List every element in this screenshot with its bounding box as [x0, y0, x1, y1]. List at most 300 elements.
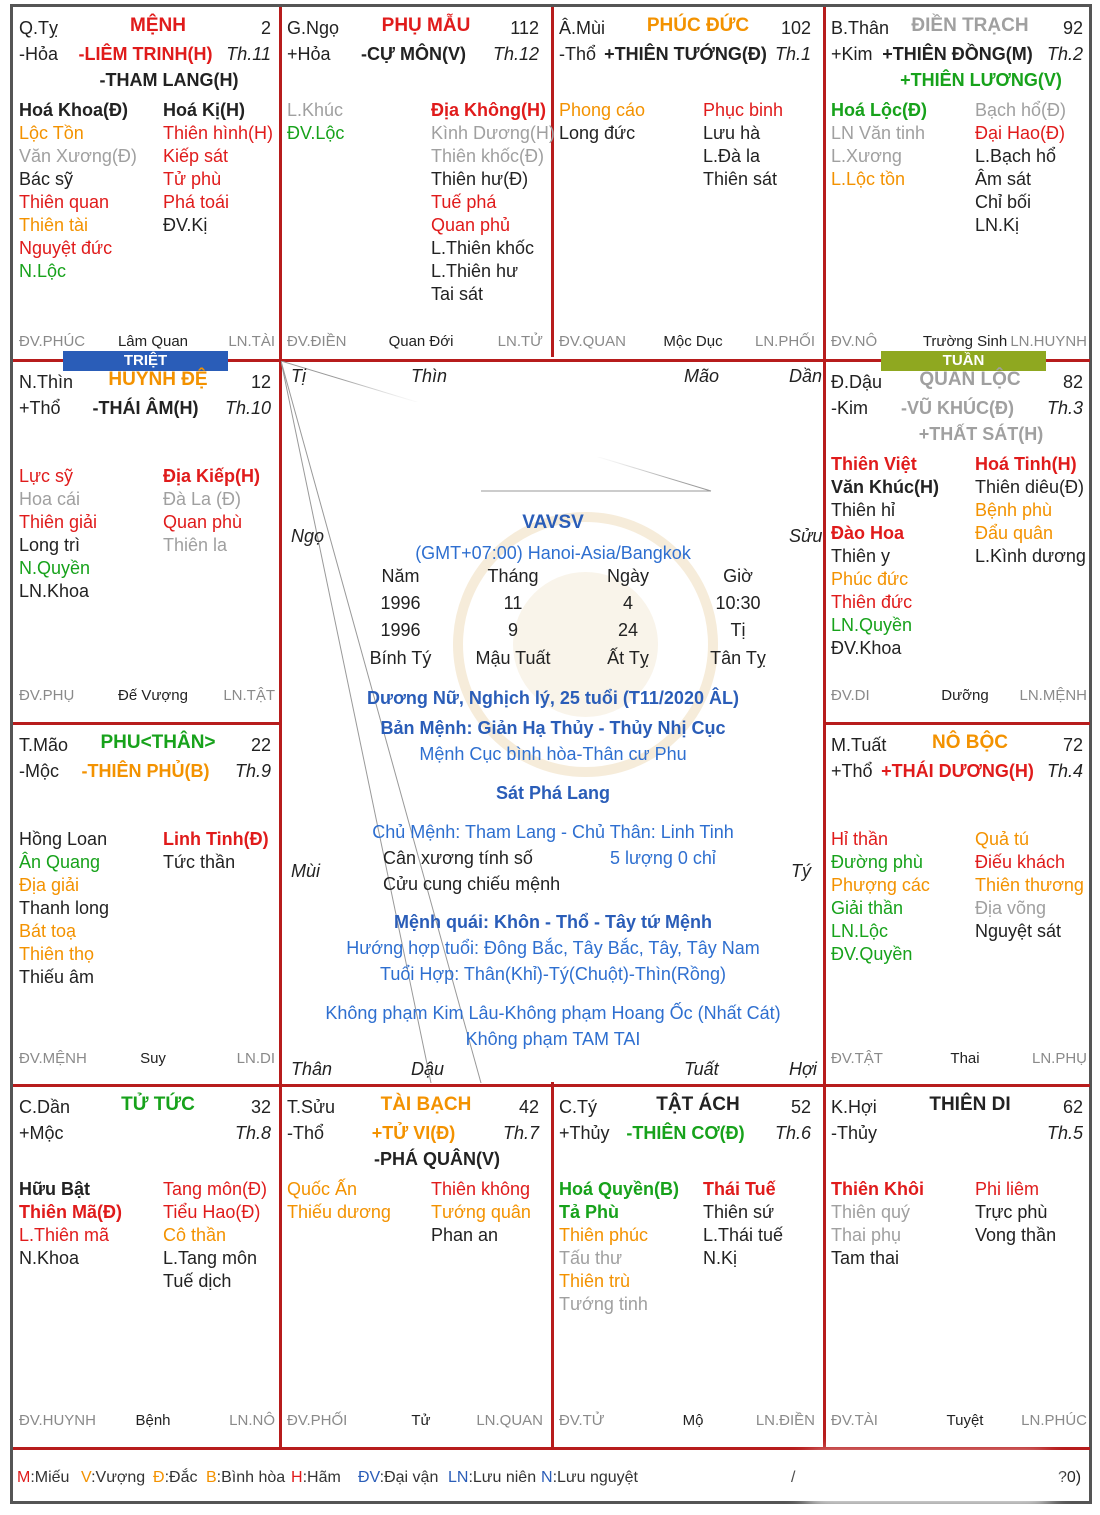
minor-star: ĐV.Quyền — [831, 944, 913, 964]
palace-name: MỆNH — [130, 15, 186, 36]
corner-than: Thân — [291, 1059, 333, 1079]
legend-key: LN — [448, 1469, 469, 1486]
minor-star: L.Tang môn — [163, 1248, 258, 1268]
legend-year: ?0) — [1058, 1469, 1082, 1486]
palace-dai-van: ĐV.DI — [831, 687, 870, 704]
minor-star: Phong cáo — [559, 100, 646, 120]
hdr-thang: Tháng — [487, 566, 539, 586]
palace-dai-van: ĐV.NÔ — [831, 333, 878, 350]
palace-name: PHỤ MẪU — [381, 15, 471, 36]
minor-star: Bệnh phù — [975, 500, 1053, 520]
palace-age: 2 — [260, 18, 271, 38]
main-star: +THIÊN TƯỚNG(Đ) — [604, 44, 767, 64]
minor-star: Tai sát — [431, 284, 484, 304]
palace-quanloc[interactable] — [825, 361, 1091, 713]
legend-value: :Lưu nguyệt — [552, 1469, 638, 1486]
minor-star: Thiên hư(Đ) — [431, 169, 529, 189]
palace-dai-van: ĐV.TỬ — [559, 1412, 605, 1429]
minor-star: LN.Khoa — [19, 581, 90, 601]
timezone: (GMT+07:00) Hanoi-Asia/Bangkok — [415, 543, 691, 563]
solar-day: 4 — [622, 593, 633, 613]
main-star: -PHÁ QUÂN(V) — [374, 1149, 500, 1169]
minor-star: Thiên diêu(Đ) — [975, 477, 1085, 497]
minor-star: Thiên khốc(Đ) — [431, 146, 545, 166]
palace-phucduc[interactable] — [553, 7, 819, 359]
hdr-ngay: Ngày — [606, 566, 650, 586]
minor-star: Tang môn(Đ) — [163, 1179, 268, 1199]
minor-star: Địa Kiếp(H) — [163, 466, 261, 486]
palace-age: 12 — [250, 372, 271, 392]
minor-star: Quan phù — [163, 512, 243, 532]
minor-star: Tả Phù — [559, 1202, 620, 1222]
legend-key: H — [291, 1469, 303, 1486]
palace-name: TỬ TỨC — [121, 1094, 195, 1115]
palace-dai-van: ĐV.HUYNH — [19, 1412, 96, 1429]
palace-name: QUAN LỘC — [919, 369, 1021, 390]
corner-ngo: Ngọ — [291, 526, 325, 546]
palace-month: Th.10 — [224, 398, 271, 418]
corner-thin: Thìn — [411, 366, 448, 386]
palace-stage: Suy — [140, 1050, 166, 1067]
palace-element: -Thổ — [559, 44, 597, 64]
minor-star: Quả tú — [975, 829, 1030, 849]
palace-tatach[interactable] — [553, 1086, 819, 1438]
palace-branch: Đ.Dậu — [831, 372, 883, 392]
minor-star: Chỉ bối — [975, 192, 1032, 212]
minor-star: Phi liêm — [975, 1179, 1040, 1199]
palace-luu-nien: LN.ĐIỀN — [755, 1412, 815, 1429]
palace-stage: Trường Sinh — [922, 333, 1008, 350]
solar-hour: 10:30 — [715, 593, 761, 613]
palace-taibach[interactable] — [281, 1086, 547, 1438]
minor-star: ĐV.Kị — [163, 215, 208, 235]
minor-star: Thiên đức — [831, 592, 913, 612]
summary-line-12: Không phạm TAM TAI — [465, 1029, 641, 1049]
minor-star: L.Đà la — [703, 146, 761, 166]
main-star: +THIÊN LƯƠNG(V) — [900, 70, 1062, 90]
person-name: VAVSV — [522, 512, 584, 533]
minor-star: Hoá Khoa(Đ) — [19, 100, 128, 120]
palace-month: Th.11 — [226, 44, 271, 64]
palace-age: 82 — [1062, 372, 1083, 392]
palace-stage: Mộc Dục — [663, 333, 723, 350]
palace-age: 102 — [780, 18, 811, 38]
legend-value: :Miếu — [30, 1469, 70, 1486]
palace-name: HUYNH ĐỆ — [108, 369, 208, 390]
minor-star: Ân Quang — [19, 852, 101, 872]
legend-item — [358, 1467, 438, 1489]
palace-stage: Dưỡng — [941, 687, 989, 704]
minor-star: Thiên quý — [831, 1202, 911, 1222]
legend-key: B — [206, 1469, 217, 1486]
summary-line-10: Tuổi Hợp: Thân(Khỉ)-Tý(Chuột)-Thìn(Rồng) — [380, 964, 726, 984]
palace-dai-van: ĐV.PHỤ — [19, 687, 75, 704]
minor-star: Bạch hổ(Đ) — [975, 100, 1067, 120]
minor-star: Long đức — [559, 123, 636, 143]
minor-star: Đẩu quân — [975, 523, 1054, 543]
minor-star: Lực sỹ — [19, 466, 74, 486]
canchi-day: Ất Tỵ — [607, 648, 649, 668]
palace-branch: C.Dần — [19, 1097, 71, 1117]
minor-star: Thiên không — [431, 1179, 531, 1199]
main-star: -THIÊN CƠ(Đ) — [626, 1123, 745, 1143]
minor-star: Thiên thương — [975, 875, 1084, 895]
minor-star: Tử phù — [163, 169, 222, 189]
palace-element: +Kim — [831, 44, 873, 64]
minor-star: Địa giải — [19, 875, 80, 895]
minor-star: Phục binh — [703, 100, 784, 120]
minor-star: Tướng quân — [431, 1202, 531, 1222]
minor-star: Hoá Tinh(H) — [975, 454, 1077, 474]
legend-item — [153, 1467, 197, 1489]
palace-age: 42 — [518, 1097, 539, 1117]
palace-luu-nien: LN.NÔ — [229, 1412, 275, 1429]
main-star: +THIÊN ĐỒNG(M) — [882, 44, 1033, 64]
lunar-day: 24 — [617, 620, 639, 640]
legend-value: :Đại vận — [379, 1469, 439, 1486]
minor-star: L.Thiên mã — [19, 1225, 110, 1245]
palace-branch: K.Hợi — [831, 1097, 877, 1117]
main-star: +TỬ VI(Đ) — [371, 1123, 456, 1143]
palace-branch: Q.Tỵ — [19, 18, 58, 38]
palace-month: Th.8 — [234, 1123, 271, 1143]
legend-item — [206, 1467, 285, 1489]
main-star: +THÁI DƯƠNG(H) — [881, 761, 1034, 781]
minor-star: Hoa cái — [19, 489, 81, 509]
palace-age: 52 — [790, 1097, 811, 1117]
minor-star: Thiên phúc — [559, 1225, 649, 1245]
palace-month: Th.7 — [502, 1123, 539, 1143]
palace-phumau[interactable] — [281, 7, 555, 359]
lunar-hour: Tị — [730, 620, 746, 640]
minor-star: Tiểu Hao(Đ) — [163, 1202, 261, 1222]
palace-month: Th.3 — [1046, 398, 1083, 418]
summary-line-6a: Cân xương tính số — [383, 848, 533, 868]
minor-star: Thiên sát — [703, 169, 778, 189]
palace-name: NÔ BỘC — [932, 732, 1008, 753]
palace-stage: Bệnh — [135, 1412, 171, 1429]
minor-star: Giải thần — [831, 898, 904, 918]
palace-branch: M.Tuất — [831, 735, 887, 755]
minor-star: Thiên hỉ — [831, 500, 896, 520]
palace-luu-nien: LN.MỆNH — [1019, 687, 1087, 704]
redacted-area — [333, 402, 753, 457]
main-star: +THẤT SÁT(H) — [918, 424, 1044, 444]
corner-ti: Tị — [291, 366, 306, 386]
palace-menh[interactable] — [13, 7, 279, 359]
legend-key: ĐV — [358, 1469, 380, 1486]
palace-age: 92 — [1062, 18, 1083, 38]
minor-star: Phúc đức — [831, 569, 909, 589]
minor-star: Đà La (Đ) — [163, 489, 242, 509]
minor-star: Quốc Ấn — [287, 1179, 358, 1199]
palace-luu-nien: LN.HUYNH — [1010, 333, 1087, 350]
minor-star: Điếu khách — [975, 852, 1066, 872]
main-star: -CỰ MÔN(V) — [361, 44, 466, 64]
palace-branch: C.Tý — [559, 1097, 597, 1117]
legend-item — [291, 1467, 341, 1489]
palace-name: TẬT ÁCH — [656, 1094, 740, 1115]
hdr-gio: Giờ — [723, 566, 753, 586]
minor-star: Tướng tinh — [559, 1294, 648, 1314]
minor-star: Linh Tinh(Đ) — [163, 829, 269, 849]
minor-star: Thanh long — [19, 898, 110, 918]
palace-dai-van: ĐV.ĐIỀN — [287, 333, 347, 350]
summary-line-1: Dương Nữ, Nghịch lý, 25 tuổi (T11/2020 ÂL) — [367, 688, 739, 708]
minor-star: LN.Lộc — [831, 921, 889, 941]
minor-star: Tuế phá — [431, 192, 497, 212]
minor-star: Hoá Quyền(B) — [559, 1179, 680, 1199]
minor-star: N.Quyền — [19, 558, 91, 578]
minor-star: Thiên Khôi — [831, 1179, 924, 1199]
hdr-nam: Năm — [381, 566, 420, 586]
minor-star: Bác sỹ — [19, 169, 74, 189]
triet-banner: TRIỆT — [63, 351, 228, 371]
minor-star: Tam thai — [831, 1248, 900, 1268]
palace-element: -Kim — [831, 398, 868, 418]
canchi-year: Bính Tý — [369, 648, 432, 668]
palace-stage: Tử — [411, 1412, 431, 1429]
palace-luu-nien: LN.TÀI — [228, 333, 275, 350]
palace-age: 62 — [1062, 1097, 1083, 1117]
palace-month: Th.4 — [1046, 761, 1083, 781]
minor-star: L.Khúc — [287, 100, 344, 120]
minor-star: Đại Hao(Đ) — [975, 123, 1066, 143]
lunar-month: 9 — [507, 620, 518, 640]
legend-value: :Vượng — [91, 1469, 146, 1486]
minor-star: Thiên thọ — [19, 944, 95, 964]
minor-star: Phượng các — [831, 875, 930, 895]
palace-element: +Thủy — [559, 1123, 610, 1143]
palace-luu-nien: LN.PHỤ — [1031, 1050, 1087, 1067]
main-star: -LIÊM TRINH(H) — [78, 44, 213, 64]
palace-age: 72 — [1062, 735, 1083, 755]
minor-star: Thiên sứ — [703, 1202, 775, 1222]
legend-key: M — [17, 1469, 31, 1486]
minor-star: N.Kị — [703, 1248, 738, 1268]
minor-star: Thiên la — [163, 535, 228, 555]
minor-star: L.Thái tuế — [703, 1225, 784, 1245]
legend-value: :Lưu niên — [468, 1469, 537, 1486]
summary-line-5: Chủ Mệnh: Tham Lang - Chủ Thân: Linh Tinh — [372, 822, 734, 842]
minor-star: Phá toái — [163, 192, 230, 212]
palace-element: -Thổ — [287, 1123, 325, 1143]
horoscope-chart — [10, 4, 1092, 1504]
palace-element: +Mộc — [19, 1123, 64, 1143]
palace-age: 112 — [510, 18, 539, 38]
legend-slash: / — [791, 1469, 796, 1486]
palace-element: +Hỏa — [287, 44, 331, 64]
minor-star: Long trì — [19, 535, 81, 555]
summary-line-8: Mệnh quái: Khôn - Thổ - Tây tứ Mệnh — [394, 912, 712, 932]
minor-star: Thiên tài — [19, 215, 89, 235]
minor-star: Âm sát — [975, 169, 1032, 189]
minor-star: Thiên trù — [559, 1271, 631, 1291]
minor-star: Lộc Tồn — [19, 123, 84, 143]
minor-star: Hỉ thần — [831, 829, 889, 849]
palace-branch: T.Mão — [19, 735, 69, 755]
minor-star: ĐV.Lộc — [287, 123, 345, 143]
palace-dai-van: ĐV.TÀI — [831, 1412, 878, 1429]
main-star: -THAM LANG(H) — [99, 70, 239, 90]
canchi-month: Mậu Tuất — [475, 648, 551, 668]
minor-star: Thiên Việt — [831, 454, 917, 474]
palace-luu-nien: LN.TỬ — [497, 333, 543, 350]
minor-star: Thiếu dương — [287, 1202, 391, 1222]
palace-branch: Â.Mùi — [559, 18, 606, 38]
minor-star: Tuế dịch — [163, 1271, 232, 1291]
corner-dau: Dậu — [411, 1059, 445, 1079]
minor-star: Vong thần — [975, 1225, 1057, 1245]
palace-luu-nien: LN.TẬT — [223, 687, 275, 704]
legend-value: :Hãm — [302, 1469, 341, 1486]
lunar-year: 1996 — [380, 620, 421, 640]
palace-branch: T.Sửu — [287, 1097, 336, 1117]
legend-item — [81, 1467, 145, 1489]
minor-star: Đào Hoa — [831, 523, 905, 543]
corner-mao: Mão — [684, 366, 720, 386]
minor-star: Tấu thư — [559, 1248, 623, 1268]
palace-month: Th.5 — [1046, 1123, 1083, 1143]
minor-star: Hồng Loan — [19, 829, 108, 849]
palace-dientrach[interactable] — [825, 7, 1091, 359]
minor-star: LN.Kị — [975, 215, 1020, 235]
palace-luu-nien: LN.PHÚC — [1021, 1412, 1087, 1429]
summary-line-11: Không phạm Kim Lâu-Không phạm Hoang Ốc (Nhất Cát) — [325, 1003, 781, 1023]
palace-element: -Mộc — [19, 761, 59, 781]
minor-star: Bát toạ — [19, 921, 77, 941]
palace-name: PHU<THÂN> — [100, 732, 216, 753]
palace-dai-van: ĐV.MỆNH — [19, 1050, 87, 1067]
minor-star: Thiên Mã(Đ) — [19, 1202, 122, 1222]
summary-line-2: Bản Mệnh: Giản Hạ Thủy - Thủy Nhị Cục — [380, 718, 726, 738]
legend-key: V — [81, 1469, 92, 1486]
minor-star: Thái Tuế — [703, 1179, 776, 1199]
minor-star: L.Thiên hư — [431, 261, 519, 281]
summary-line-3: Mệnh Cục bình hòa-Thân cư Phu — [419, 744, 687, 764]
minor-star: Cô thần — [163, 1225, 227, 1245]
minor-star: Kiếp sát — [163, 146, 229, 166]
palace-age: 32 — [250, 1097, 271, 1117]
minor-star: Hoá Lộc(Đ) — [831, 100, 927, 120]
palace-stage: Quan Đới — [388, 333, 454, 350]
minor-star: Kình Dương(H) — [431, 123, 555, 143]
legend-value: :Đắc — [164, 1469, 198, 1486]
corner-dan: Dần — [789, 366, 823, 386]
main-star: -THIÊN PHỦ(B) — [81, 761, 210, 781]
palace-tutuc[interactable] — [13, 1086, 279, 1438]
palace-name: PHÚC ĐỨC — [646, 15, 750, 36]
palace-branch: B.Thân — [831, 18, 890, 38]
minor-star: Thiên giải — [19, 512, 98, 532]
palace-branch: G.Ngọ — [287, 18, 340, 38]
minor-star: L.Thiên khốc — [431, 238, 535, 258]
minor-star: Trực phù — [975, 1202, 1048, 1222]
palace-month: Th.6 — [774, 1123, 811, 1143]
corner-suu: Sửu — [789, 526, 823, 546]
palace-dai-van: ĐV.PHÚC — [19, 333, 86, 350]
palace-luu-nien: LN.DI — [236, 1050, 275, 1067]
palace-month: Th.1 — [774, 44, 811, 64]
palace-huynhde[interactable] — [13, 361, 279, 713]
corner-mui: Mùi — [291, 861, 321, 881]
main-star: -VŨ KHÚC(Đ) — [901, 398, 1014, 418]
palace-stage: Tuyệt — [946, 1412, 984, 1429]
legend-item — [17, 1467, 69, 1489]
minor-star: Hữu Bật — [19, 1179, 91, 1199]
palace-thiendi[interactable] — [825, 1086, 1091, 1438]
minor-star: L.Lộc tồn — [831, 169, 906, 189]
summary-line-6b: 5 lượng 0 chỉ — [610, 848, 716, 868]
palace-phuthan[interactable] — [13, 724, 279, 1076]
palace-month: Th.12 — [492, 44, 539, 64]
palace-stage: Đế Vượng — [118, 687, 188, 704]
redacted-footer — [813, 1469, 1043, 1491]
summary-line-7: Cửu cung chiếu mệnh — [383, 874, 561, 894]
minor-star: Thai phụ — [831, 1225, 902, 1245]
corner-ty: Tý — [791, 861, 811, 881]
minor-star: Thiên hình(H) — [163, 123, 274, 143]
palace-element: +Thổ — [19, 398, 61, 418]
palace-age: 22 — [250, 735, 271, 755]
minor-star: Hoá Kị(H) — [163, 100, 245, 120]
minor-star: L.Kình dương — [975, 546, 1086, 566]
legend-item — [448, 1467, 536, 1489]
minor-star: Lưu hà — [703, 123, 761, 143]
legend-value: :Bình hòa — [216, 1469, 286, 1486]
palace-element: -Hỏa — [19, 44, 59, 64]
legend-item — [541, 1467, 638, 1489]
palace-name: ĐIỀN TRẠCH — [911, 15, 1029, 36]
minor-star: Văn Xương(Đ) — [19, 146, 137, 166]
minor-star: Tức thần — [163, 852, 236, 872]
minor-star: Thiên quan — [19, 192, 110, 212]
corner-tuat: Tuất — [684, 1059, 719, 1079]
palace-month: Th.9 — [234, 761, 271, 781]
palace-stage: Mộ — [682, 1412, 704, 1429]
canchi-hour: Tân Tỵ — [710, 648, 766, 668]
minor-star: Văn Khúc(H) — [831, 477, 939, 497]
minor-star: Phan an — [431, 1225, 499, 1245]
legend-key: Đ — [153, 1469, 165, 1486]
minor-star: LN.Quyền — [831, 615, 913, 635]
minor-star: Quan phủ — [431, 215, 511, 235]
palace-dai-van: ĐV.TẬT — [831, 1050, 883, 1067]
minor-star: LN Văn tinh — [831, 123, 926, 143]
minor-star: Nguyệt sát — [975, 921, 1062, 941]
minor-star: N.Lộc — [19, 261, 67, 281]
minor-star: Nguyệt đức — [19, 238, 113, 258]
palace-stage: Thai — [950, 1050, 980, 1067]
minor-star: Địa Không(H) — [431, 100, 546, 120]
solar-month: 11 — [503, 593, 523, 613]
solar-year: 1996 — [380, 593, 421, 613]
minor-star: ĐV.Khoa — [831, 638, 902, 658]
main-star: -THÁI ÂM(H) — [92, 398, 199, 418]
palace-dai-van: ĐV.QUAN — [559, 333, 626, 350]
minor-star: N.Khoa — [19, 1248, 80, 1268]
minor-star: L.Bạch hổ — [975, 146, 1057, 166]
legend-key: N — [541, 1469, 553, 1486]
palace-month: Th.2 — [1046, 44, 1083, 64]
minor-star: Thiên y — [831, 546, 891, 566]
palace-nobo[interactable] — [825, 724, 1091, 1076]
palace-element: -Thủy — [831, 1123, 878, 1143]
summary-line-9: Hướng hợp tuổi: Đông Bắc, Tây Bắc, Tây, Tây Nam — [346, 938, 760, 958]
corner-hoi: Hợi — [789, 1059, 817, 1079]
minor-star: L.Xương — [831, 146, 902, 166]
minor-star: Thiếu âm — [19, 967, 95, 987]
